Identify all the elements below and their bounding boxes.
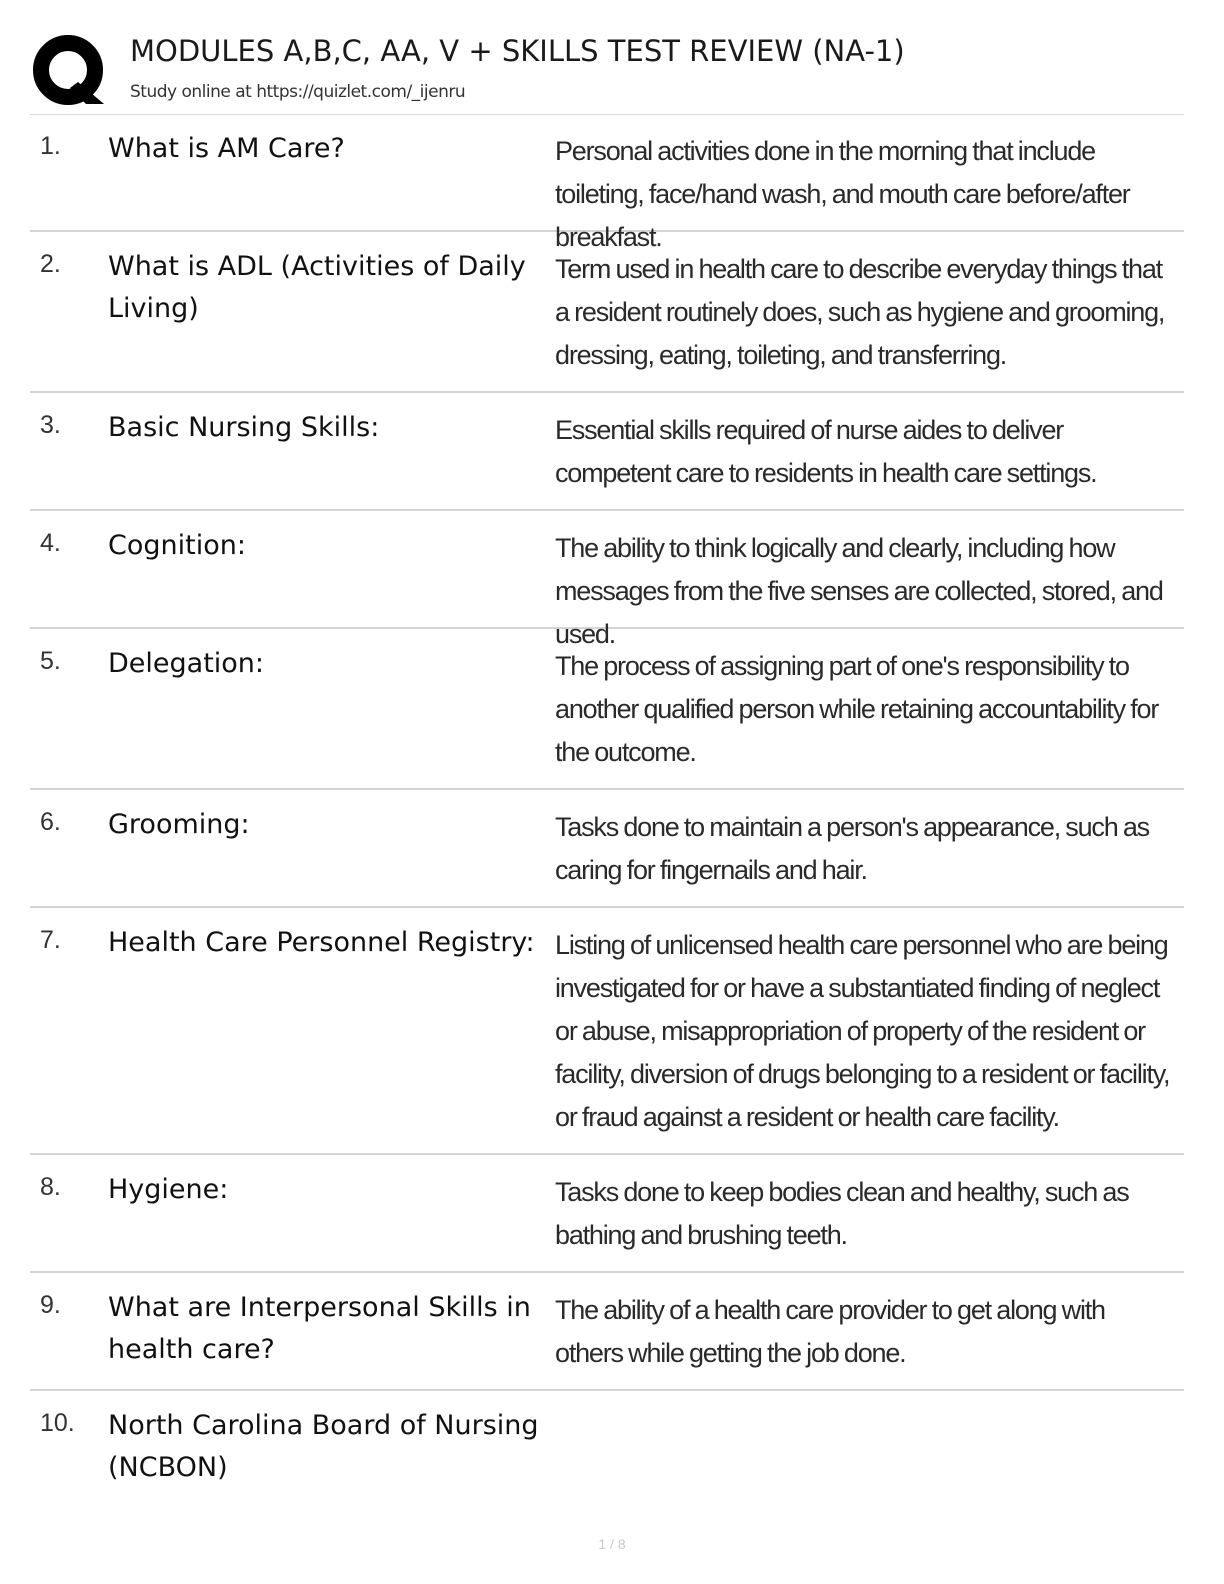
card-definition: The ability of a health care provider to get along with others while getting the job done.: [555, 1295, 1105, 1368]
flashcard-row: [30, 790, 1184, 908]
card-number: 4.: [40, 529, 61, 557]
card-term: What is AM Care?: [108, 133, 345, 164]
document-title: MODULES A,B,C, AA, V + SKILLS TEST REVIEW (NA-1): [130, 34, 905, 68]
card-definition: Essential skills required of nurse aides to deliver competent care to residents in health care settings.: [555, 415, 1097, 488]
card-number: 9.: [40, 1291, 61, 1319]
card-definition: The process of assigning part of one's responsibility to another qualified person while retaining accountability for the outcome.: [555, 651, 1159, 767]
page-header: [30, 28, 1184, 115]
card-number: 5.: [40, 647, 61, 675]
flashcard-row: [30, 114, 1184, 252]
card-number: 6.: [40, 808, 61, 836]
card-term: Health Care Personnel Registry:: [108, 927, 535, 958]
study-online-link[interactable]: Study online at https://quizlet.com/_ijenru: [130, 82, 466, 102]
flashcard-row: [30, 1155, 1184, 1273]
card-term: Basic Nursing Skills:: [108, 412, 380, 443]
card-number: 1.: [40, 132, 61, 160]
card-term: Cognition:: [108, 530, 246, 561]
card-number: 8.: [40, 1173, 61, 1201]
card-definition: Tasks done to keep bodies clean and healthy, such as bathing and brushing teeth.: [555, 1177, 1129, 1250]
quizlet-logo-icon: [32, 32, 108, 108]
card-definition: Term used in health care to describe everyday things that a resident routinely does, such as hygiene and grooming, dressing, eating, toileting, and transferring.: [555, 254, 1165, 370]
card-number: 7.: [40, 926, 61, 954]
card-term: What is ADL (Activities of Daily Living): [108, 251, 526, 324]
card-definition: Personal activities done in the morning that include toileting, face/hand wash, and mouth care before/after breakfast.: [555, 136, 1130, 252]
flashcard-row: [30, 908, 1184, 1155]
card-term: Delegation:: [108, 648, 265, 679]
card-definition: Tasks done to maintain a person's appearance, such as caring for fingernails and hair.: [555, 812, 1149, 885]
flashcard-row: [30, 393, 1184, 511]
card-term: Hygiene:: [108, 1174, 229, 1205]
flashcard-row: [30, 1273, 1184, 1391]
flashcard-row: [30, 511, 1184, 649]
card-number: 2.: [40, 250, 61, 278]
flashcard-row: [30, 629, 1184, 790]
card-number: 10.: [40, 1409, 75, 1437]
flashcard-row: [30, 232, 1184, 393]
card-definition: The ability to think logically and clearly, including how messages from the five senses are collected, stored, and used.: [555, 533, 1163, 649]
flashcard-list: [30, 114, 1184, 1509]
card-number: 3.: [40, 411, 61, 439]
page-number: 1 / 8: [598, 1536, 626, 1552]
flashcard-row: [30, 1391, 1184, 1509]
card-term: Grooming:: [108, 809, 250, 840]
card-definition: Listing of unlicensed health care personnel who are being investigated for or have a substantiated finding of neglect or abuse, misappropriation of property of the resident or facility, diversion of drugs belonging to a resident or facility, or fraud against a resident or health care facility.: [555, 930, 1170, 1132]
card-term: North Carolina Board of Nursing (NCBON): [108, 1410, 539, 1483]
card-term: What are Interpersonal Skills in health care?: [108, 1292, 531, 1365]
